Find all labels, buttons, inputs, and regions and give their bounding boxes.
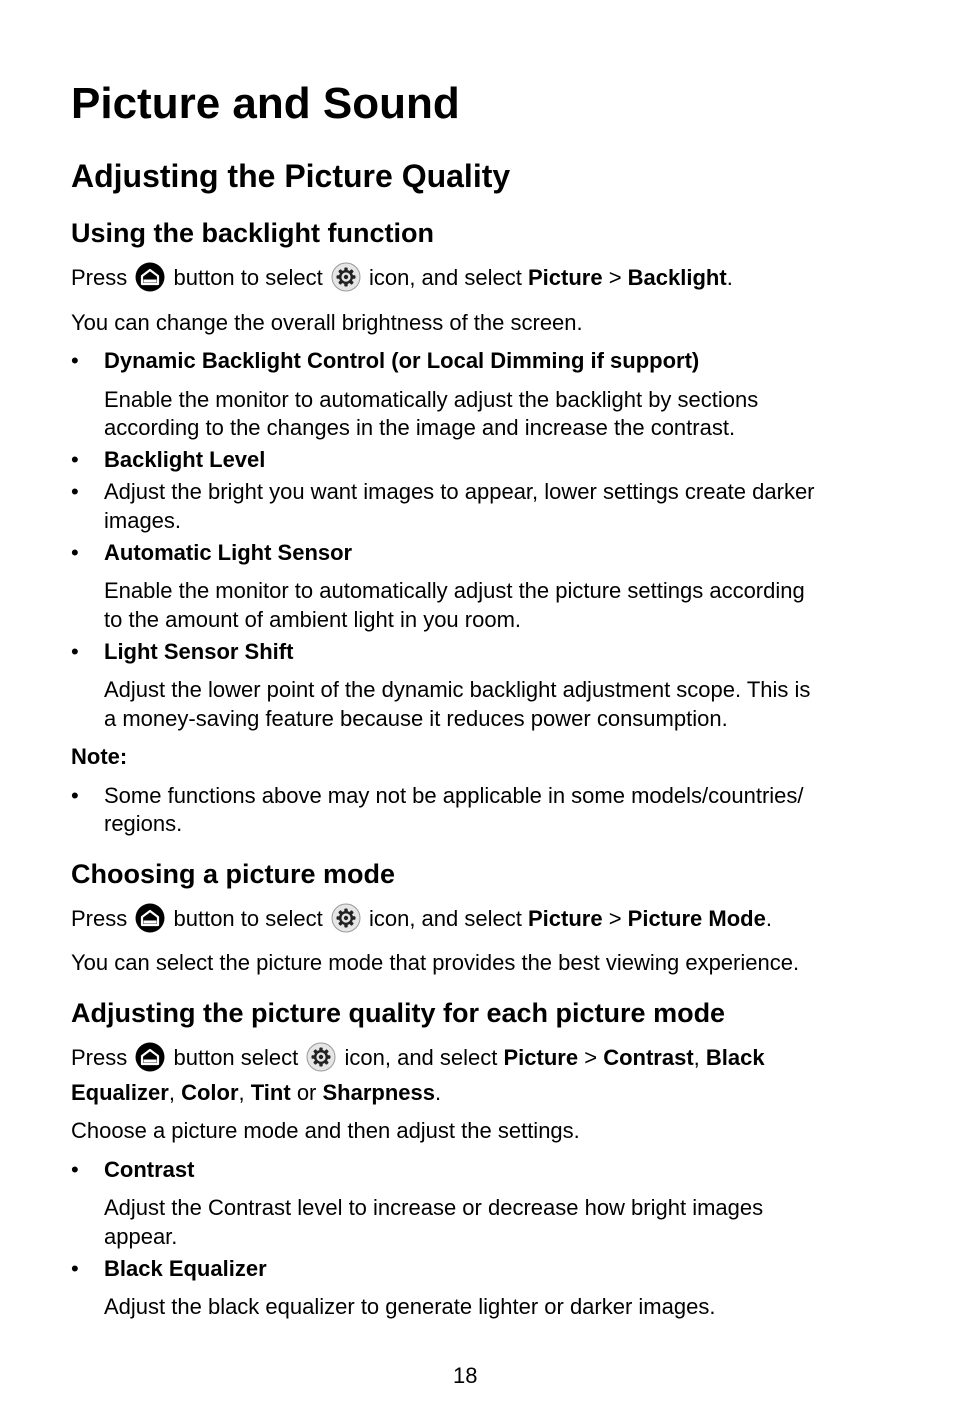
bullet: •	[71, 447, 79, 472]
gear-icon	[331, 903, 361, 933]
backlight-heading: Using the backlight function	[71, 218, 434, 248]
picture-quality-desc: Choose a picture mode and then adjust the settings.	[71, 1118, 580, 1143]
home-icon	[135, 1042, 165, 1072]
bullet: •	[71, 639, 79, 664]
item-label: Black Equalizer	[104, 1256, 267, 1281]
picture-quality-instruction-cont: Equalizer, Color, Tint or Sharpness.	[71, 1080, 442, 1105]
item-text: Adjust the bright you want images to appear, lower settings create darker	[104, 479, 815, 504]
item-body: according to the changes in the image and increase the contrast.	[104, 415, 736, 440]
item-label: Light Sensor Shift	[104, 639, 294, 664]
item-body: a money-saving feature because it reduces power consumption.	[104, 706, 728, 731]
bullet: •	[71, 1256, 79, 1281]
bullet: •	[71, 540, 79, 565]
picture-quality-heading: Adjusting the picture quality for each picture mode	[71, 998, 726, 1028]
note-label: Note:	[71, 744, 128, 769]
note-text: Some functions above may not be applicable in some models/countries/	[104, 783, 804, 808]
section-heading: Adjusting the Picture Quality	[71, 158, 511, 194]
item-body: Adjust the lower point of the dynamic backlight adjustment scope. This is	[104, 677, 811, 702]
item-body: Enable the monitor to automatically adjust the picture settings according	[104, 578, 805, 603]
item-label: Contrast	[104, 1157, 195, 1182]
item-text: images.	[104, 508, 182, 533]
gear-icon	[306, 1042, 336, 1072]
page-title: Picture and Sound	[71, 79, 460, 128]
home-icon	[135, 903, 165, 933]
note-text: regions.	[104, 811, 183, 836]
backlight-desc: You can change the overall brightness of the screen.	[71, 310, 583, 335]
bullet: •	[71, 479, 79, 504]
picture-mode-heading: Choosing a picture mode	[71, 859, 396, 889]
item-body: to the amount of ambient light in you room.	[104, 607, 522, 632]
backlight-instruction: Press button to select icon, and select Picture > Backlight.	[71, 263, 733, 292]
bullet: •	[71, 348, 79, 373]
bullet: •	[71, 783, 79, 808]
picture-quality-instruction: Press button select icon, and select Picture > Contrast, Black	[71, 1043, 765, 1072]
item-body: appear.	[104, 1224, 178, 1249]
item-body: Adjust the black equalizer to generate lighter or darker images.	[104, 1294, 716, 1319]
home-icon	[135, 262, 165, 292]
picture-mode-instruction: Press button to select icon, and select Picture > Picture Mode.	[71, 904, 772, 933]
picture-mode-desc: You can select the picture mode that provides the best viewing experience.	[71, 950, 800, 975]
item-body: Enable the monitor to automatically adjust the backlight by sections	[104, 387, 759, 412]
bullet: •	[71, 1157, 79, 1182]
item-label: Dynamic Backlight Control (or Local Dimming if support)	[104, 348, 700, 373]
page-number: 18	[453, 1363, 478, 1388]
item-label: Automatic Light Sensor	[104, 540, 353, 565]
gear-icon	[331, 262, 361, 292]
item-label: Backlight Level	[104, 447, 266, 472]
item-body: Adjust the Contrast level to increase or decrease how bright images	[104, 1195, 764, 1220]
